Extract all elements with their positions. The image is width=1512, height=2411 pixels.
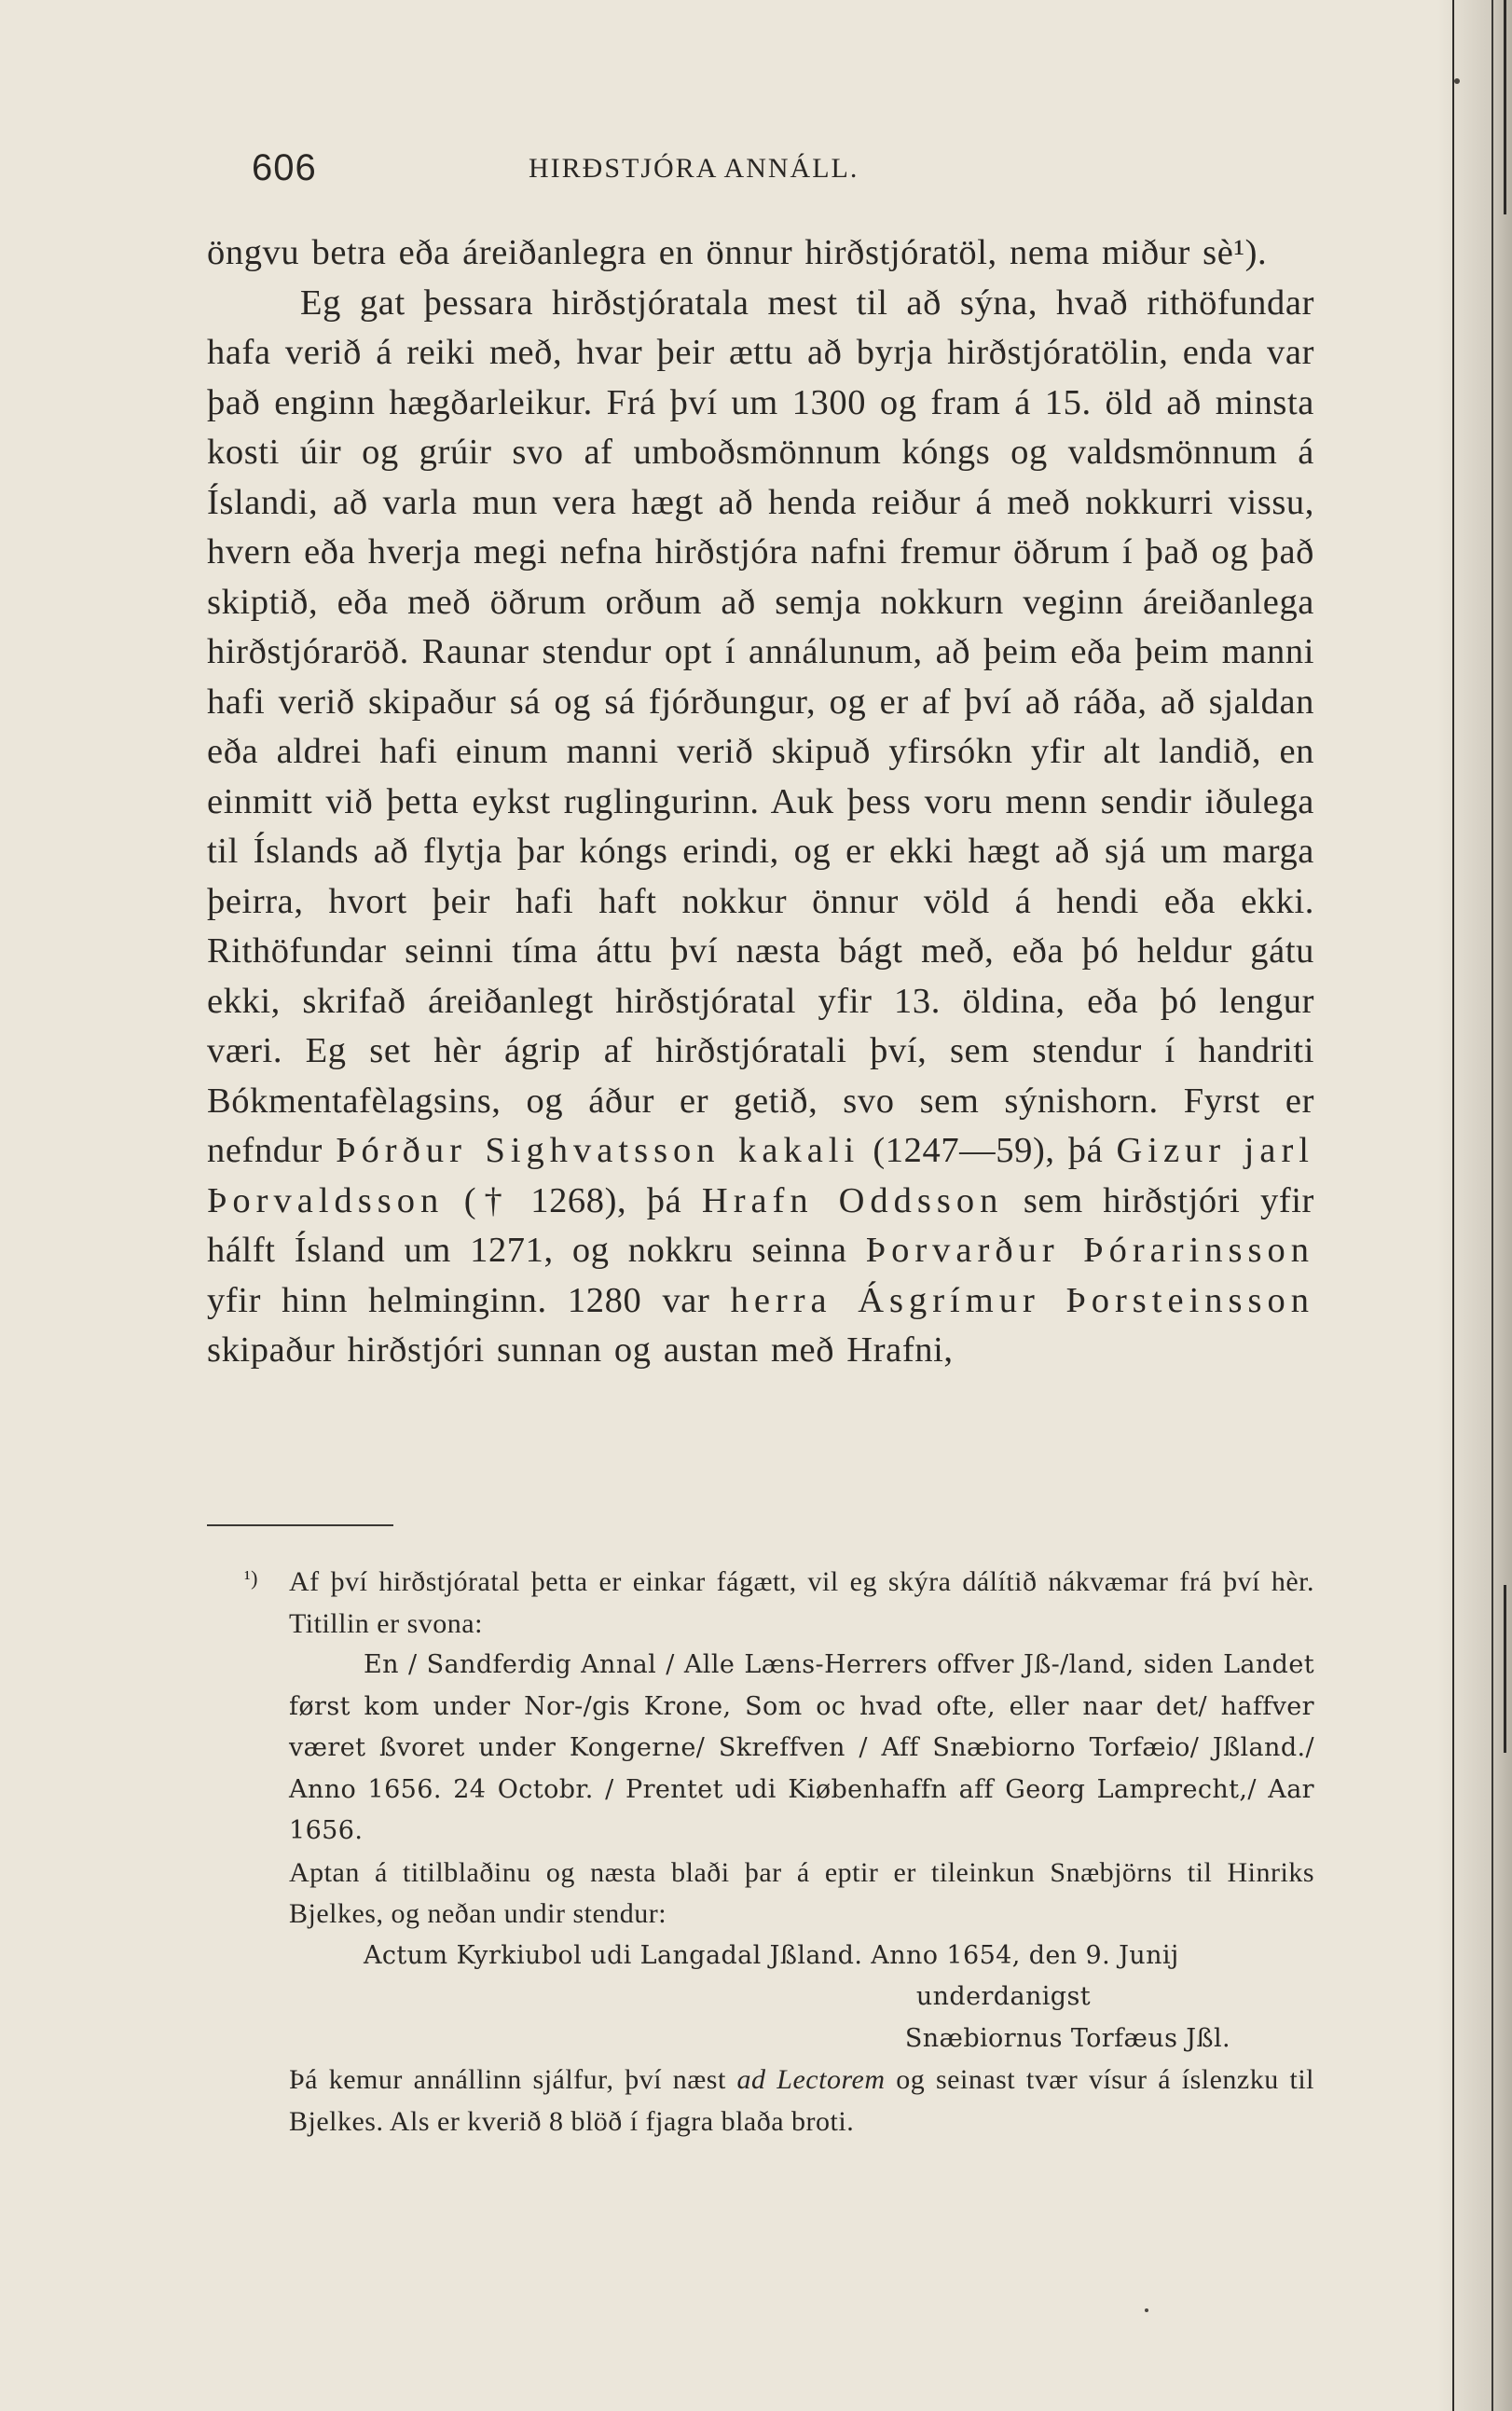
footnote-marker: ¹): [244, 1566, 258, 1590]
person-name: Þórður Sighvatsson kakali: [336, 1131, 860, 1170]
person-name: Þorvarður Þórarinsson: [865, 1231, 1314, 1270]
footnote-paragraph-2: Aptan á titilblaðinu og næsta blaði þar á eptir er tileinkun Snæbjörns til Hinriks Bjelkes, og neðan undir stendur:: [289, 1856, 1314, 1929]
paragraph-2-text: Eg gat þessara hirðstjóratala mest til að sýna, hvað rithöfundar hafa verið á reiki með, hvar þeir ættu að byrja hirðstjóratölin, enda var það enginn hægðarleikur. Frá því um 1300 og fram á 15. öld að minsta kosti úir og grúir svo af umboðsmönnum kóngs og valdsmönnum á Íslandi, að varla mun vera hægt að henda reiður á með nokkurri vissu, hvern eða hverja megi nefna hirðstjóra nafni fremur öðrum í það og það skiptið, eða með öðrum orðum að semja nokkurn veginn áreiðanlega hirðstjóraröð. Raunar stendur opt í annálunum, að þeim eða þeim manni hafi verið skipaður sá og sá fjórðungur, og er af því að ráða, að sjaldan eða aldrei hafi einum manni verið skipuð yfirsókn yfir alt landið, en einmitt við þetta eykst ruglingurinn. Auk þess voru menn sendir iðulega til Íslands að flytja þar kóngs erindi, og er ekki hægt að sjá um marga þeirra, hvort þeir hafi haft nokkur önnur völd á hendi eða ekki. Rithöfundar seinni tíma áttu því næsta bágt með, eða þó heldur gátu ekki, skrifað áreiðanlegt hirðstjóratal yfir 13. öldina, eða þó lengur væri. Eg set hèr ágrip af hirðstjóratali því, sem stendur í handriti Bókmentafèlagsins, og áður er getið, svo sem sýnishorn. Fyrst er nefndur: [207, 282, 1314, 1170]
paragraph-2-text: skipaður hirðstjóri sunnan og austan með Hrafni,: [207, 1330, 954, 1370]
footnote-quote-signature: Snæbiornus Torfæus Jßl.: [904, 2023, 1230, 2053]
person-name: Gizur jarl Þorvaldsson: [207, 1131, 1314, 1220]
footnote-text: Þá kemur annállinn sjálfur, því næst: [289, 2064, 737, 2095]
footnote-quote-line: underdanigst: [915, 1982, 1091, 2011]
print-speck: [1145, 2308, 1148, 2312]
running-head: HIRÐSTJÓRA ANNÁLL.: [529, 153, 859, 184]
paragraph-2-text: (1247—59), þá: [859, 1131, 1117, 1170]
footnote-body: [289, 1562, 1314, 2142]
paragraph-2-text: yfir hinn helminginn. 1280 var: [207, 1280, 731, 1320]
main-text: [207, 228, 1314, 1376]
footnote-quote-line: Actum Kyrkiubol udi Langadal Jßland. Anno 1654, den 9. Junij: [364, 1940, 1179, 1970]
footnote: [207, 1562, 1314, 2142]
person-name: herra Ásgrímur Þorsteinsson: [730, 1280, 1314, 1320]
paragraph-1: öngvu betra eða áreiðanlegra en önnur hirðstjóratöl, nema miður sè¹).: [207, 233, 1268, 272]
footnote-intro: Af því hirðstjóratal þetta er einkar fágætt, vil eg skýra dálítið nákvæmar frá því hèr. Titillin er svona:: [289, 1566, 1314, 1639]
paragraph-2: [207, 279, 1314, 1376]
print-speck: [1454, 78, 1460, 84]
footnote-italic: ad Lectorem: [736, 2064, 886, 2095]
person-name: Hrafn Oddsson: [701, 1180, 1004, 1220]
page-edge-fragment: [1504, 0, 1506, 214]
page-gutter-shadow: [1437, 0, 1512, 2411]
page-header: [207, 140, 1326, 196]
footnote-title-quote: En / Sandferdig Annal / Alle Læns-Herrers offver Jß-/land, siden Landet først kom under Nor-/gis Krone, Som oc hvad ofte, eller naar det/ haffver været ßvoret under Kongerne/ Skreffven / Aff Snæbiorno Torfæio/ Jßland./ Anno 1656. 24 Octobr. / Prentet udi Kiøbenhaffn aff Georg Lamprecht,/ Aar 1656.: [289, 1650, 1314, 1845]
paragraph-2-text: († 1268), þá: [444, 1180, 702, 1220]
page-number: 606: [252, 147, 317, 188]
page-edge-line: [1491, 0, 1493, 2411]
page-edge-line: [1452, 0, 1454, 2411]
paragraph-2-text: sem hirðstjóri yfir hálft Ísland um 1271, og nokkru seinna: [207, 1180, 1314, 1270]
footnote-paragraph-3: [289, 2060, 1314, 2142]
page-edge-fragment: [1504, 1585, 1506, 1753]
footnote-rule: [207, 1524, 393, 1526]
footnote-text: og seinast tvær vísur á íslenzku til Bjelkes. Als er kverið 8 blöð í fjagra blaða broti.: [289, 2064, 1315, 2137]
